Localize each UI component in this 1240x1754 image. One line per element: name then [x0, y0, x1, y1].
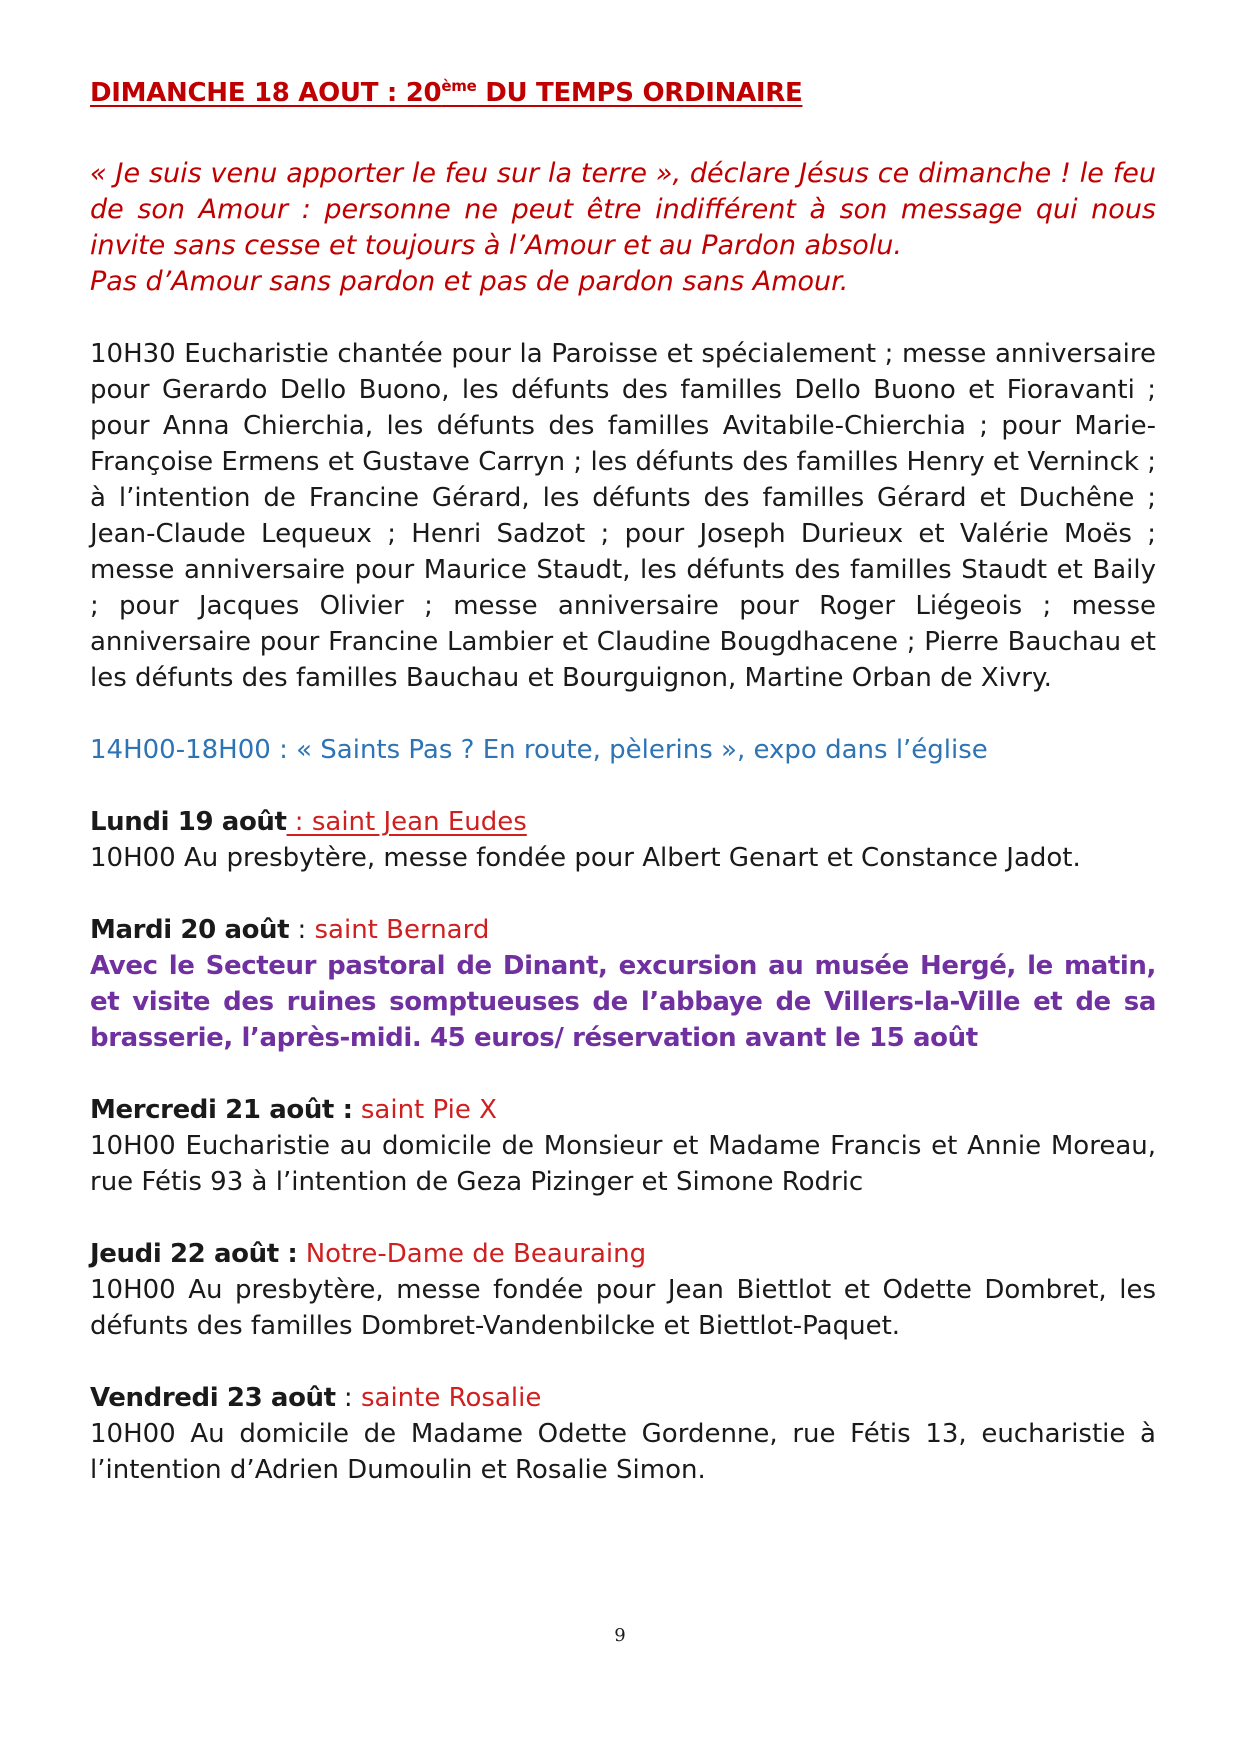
gospel-quote-conclusion: Pas d’Amour sans pardon et pas de pardon sans Amour.: [90, 266, 849, 297]
day-name: Mercredi 21 août :: [90, 1095, 353, 1125]
day-mass-text: 10H00 Au presbytère, messe fondée pour Jean Biettlot et Odette Dombret, les défunts des familles Dombret-Vandenbilcke et Biettlot-Paquet.: [90, 1275, 1156, 1341]
day-separator: [297, 1239, 305, 1269]
excursion-announcement: Avec le Secteur pastoral de Dinant, excursion au musée Hergé, le matin, et visite des ruines somptueuses de l’abbaye de Villers-la-Ville et de sa brasserie, l’après-midi. 45 euros/ réservation avant le 15 août: [90, 951, 1156, 1053]
day-mass-text: 10H00 Au presbytère, messe fondée pour Albert Genart et Constance Jadot.: [90, 843, 1081, 873]
day-separator: :: [289, 915, 315, 945]
saint-of-day: sainte Rosalie: [360, 1383, 542, 1413]
heading-main: DIMANCHE 18 AOUT : 20: [90, 78, 442, 108]
day-mass-text: 10H00 Eucharistie au domicile de Monsieur et Madame Francis et Annie Moreau, rue Fétis 93 à l’intention de Geza Pizinger et Simone Rodric: [90, 1131, 1156, 1197]
expo-announcement: 14H00-18H00 : « Saints Pas ? En route, pèlerins », expo dans l’église: [90, 735, 988, 765]
day-thursday: [90, 1236, 1156, 1344]
gospel-quote: « Je suis venu apporter le feu sur la terre », déclare Jésus ce dimanche ! le feu de son Amour : personne ne peut être indifférent à son message qui nous invite sans cesse et toujours à l’Amour et au Pardon absolu.: [90, 158, 1156, 261]
sunday-mass-intentions: 10H30 Eucharistie chantée pour la Paroisse et spécialement ; messe anniversaire pour Gerardo Dello Buono, les défunts des familles Dello Buono et Fioravanti ; pour Anna Chierchia, les défunts des familles Avitabile-Chierchia ; pour Marie-Françoise Ermens et Gustave Carryn ; les défunts des familles Henry et Verninck ; à l’intention de Francine Gérard, les défunts des familles Gérard et Duchêne ; Jean-Claude Lequeux ; Henri Sadzot ; pour Joseph Durieux et Valérie Moës ; messe anniversaire pour Maurice Staudt, les défunts des familles Staudt et Baily ; pour Jacques Olivier ; messe anniversaire pour Roger Liégeois ; messe anniversaire pour Francine Lambier et Claudine Bougdhacene ; Pierre Bauchau et les défunts des familles Bauchau et Bourguignon, Martine Orban de Xivry.: [90, 339, 1156, 693]
saint-of-day: saint Pie X: [360, 1095, 497, 1125]
page-number: 9: [614, 1625, 626, 1646]
day-tuesday: [90, 912, 1156, 1056]
day-monday: [90, 804, 1156, 876]
day-mass-text: 10H00 Au domicile de Madame Odette Gordenne, rue Fétis 13, eucharistie à l’intention d’Adrien Dumoulin et Rosalie Simon.: [90, 1419, 1156, 1485]
saint-of-day: Notre-Dame de Beauraing: [305, 1239, 647, 1269]
day-name: Lundi 19 août: [90, 807, 287, 837]
day-name: Vendredi 23 août: [90, 1383, 336, 1413]
day-separator: [353, 1095, 361, 1125]
heading-rest: DU TEMPS ORDINAIRE: [476, 78, 803, 108]
day-separator: :: [335, 1383, 361, 1413]
day-wednesday: [90, 1092, 1156, 1200]
heading-ordinal-suffix: ème: [441, 77, 477, 95]
saint-of-day: : saint Jean Eudes: [286, 807, 527, 837]
day-name: Jeudi 22 août :: [90, 1239, 298, 1269]
day-name: Mardi 20 août: [90, 915, 290, 945]
sunday-heading: [90, 70, 1156, 116]
bulletin-page: [90, 70, 1156, 1488]
saint-of-day: saint Bernard: [314, 915, 490, 945]
day-friday: [90, 1380, 1156, 1488]
